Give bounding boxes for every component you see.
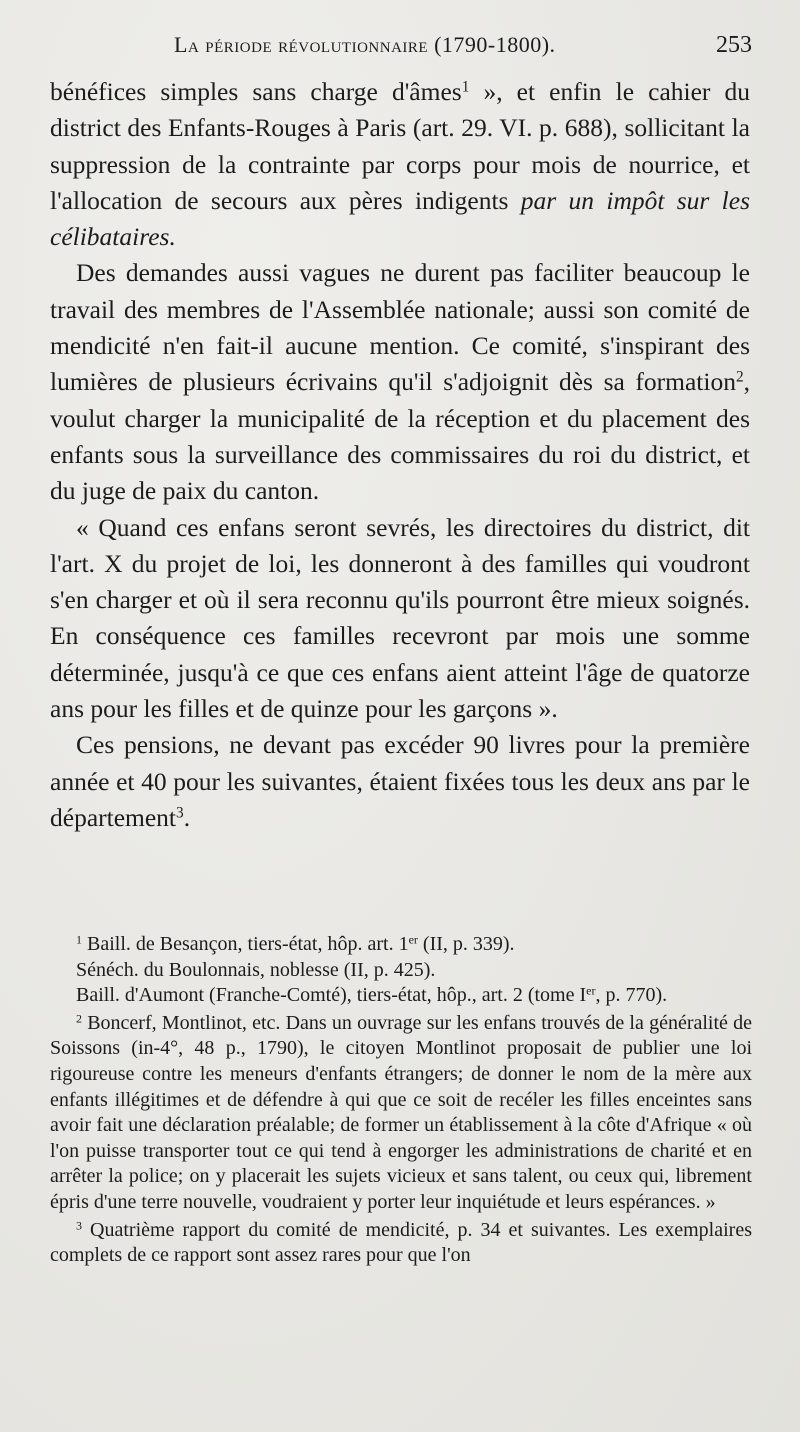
footnote-ref-1: 1 xyxy=(461,78,470,96)
footnote-1-line-3-sup: er xyxy=(586,983,596,998)
page-number: 253 xyxy=(716,32,752,58)
paragraph-3-quotation: « Quand ces enfans seront sevrés, les directoires du district, dit l'art. X du projet de loi, les donneront à des familles qui voudront s'en charger et où il sera reconnu qu'ils pourront être mieux soignés. En conséquence ces familles recevront par mois une somme déterminée, jusqu'à ce que ces enfans aient atteint l'âge de quatorze ans pour les filles et de quinze pour les garçons ». xyxy=(50,512,750,724)
footnote-1-line-1-text-a: Baill. de Besançon, tiers-état, hôp. art. 1 xyxy=(82,933,409,955)
paragraph-4-text-a: Ces pensions, ne devant pas excéder 90 livres pour la première année et 40 pour les suivantes, étaient fixées tous les deux ans par le département xyxy=(50,730,750,832)
footnote-1-line-1-sup: er xyxy=(408,932,418,947)
paragraph-1-text-b: », et enfin le cahier du district des Enfants-Rouges à Paris (art. 29. VI. p. 688), sollicitant la suppression de la contrainte par corps pour mois de nourrice, et l'allocation de secours aux pères indigents xyxy=(50,77,750,215)
running-title: La période révolutionnaire (1790-1800). xyxy=(174,32,556,57)
paragraph-4-text-b: . xyxy=(183,802,191,832)
footnotes xyxy=(50,932,752,1269)
paragraph-1-italic: par un impôt sur les célibataires. xyxy=(50,185,750,252)
footnote-ref-3: 3 xyxy=(176,804,184,822)
footnote-3-mark: 3 xyxy=(76,1217,82,1232)
footnote-1-line-3-text-b: , p. 770). xyxy=(595,984,668,1007)
paragraph-2-text-a: Des demandes aussi vagues ne durent pas faciliter beaucoup le travail des membres de l'Assemblée nationale; aussi son comité de mendicité n'en fait-il aucune mention. Ce comité, s'inspirant des lumières de plusieurs écrivains qu'il s'adjoignit dès sa formation xyxy=(50,258,750,397)
footnote-3 xyxy=(50,1218,752,1269)
paragraph-2 xyxy=(50,255,750,509)
paragraph-1 xyxy=(50,74,750,255)
footnote-1-line-3-text-a: Baill. d'Aumont (Franche-Comté), tiers-état, hôp., art. 2 (tome I xyxy=(76,984,587,1007)
footnote-1-line-1-text-b: (II, p. 339). xyxy=(417,933,515,955)
footnote-2 xyxy=(50,1011,752,1216)
paragraph-4 xyxy=(50,727,750,836)
paragraph-1-text-a: bénéfices simples sans charge d'âmes xyxy=(50,77,462,106)
main-text xyxy=(50,74,750,836)
footnote-1-line-3 xyxy=(50,983,752,1009)
footnote-2-mark: 2 xyxy=(76,1011,82,1026)
footnote-2-text: Boncerf, Montlinot, etc. Dans un ouvrage sur les enfans trouvés de la généralité de Soissons (in-4°, 48 p., 1790), le citoyen Montlinot proposait de publier une loi rigoureuse contre les meneurs d'enfants étrangers; de donner le nom de la mère aux enfants illégitimes et de défendre à qui que ce soit de recéler les filles enceintes sans avoir fait une déclaration préalable; de former un établissement à la côte d'Afrique « où l'on puisse transporter tout ce qui tend à engorger les administrations de charité et en arrêter la police; on y placerait les sujets vicieux et sans talent, ou ceux qui, librement épris d'une terre nouvelle, voudraient y porter leur inquiétude et leurs espérances. » xyxy=(50,1011,752,1213)
footnote-ref-2: 2 xyxy=(735,368,744,386)
paragraph-2-text-b: , voulut charger la municipalité de la réception et du placement des enfants sous la surveillance des commissaires du roi du district, et du juge de paix du canton. xyxy=(50,367,750,506)
footnote-1-line-2: Sénéch. du Boulonnais, noblesse (II, p. 425). xyxy=(76,958,436,981)
footnote-1-line-1 xyxy=(50,932,752,958)
footnote-1-mark: 1 xyxy=(76,932,82,947)
page-header xyxy=(50,32,752,72)
footnote-3-text: Quatrième rapport du comité de mendicité, p. 34 et suivantes. Les exemplaires complets de ce rapport sont assez rares pour que l'on xyxy=(50,1218,752,1267)
